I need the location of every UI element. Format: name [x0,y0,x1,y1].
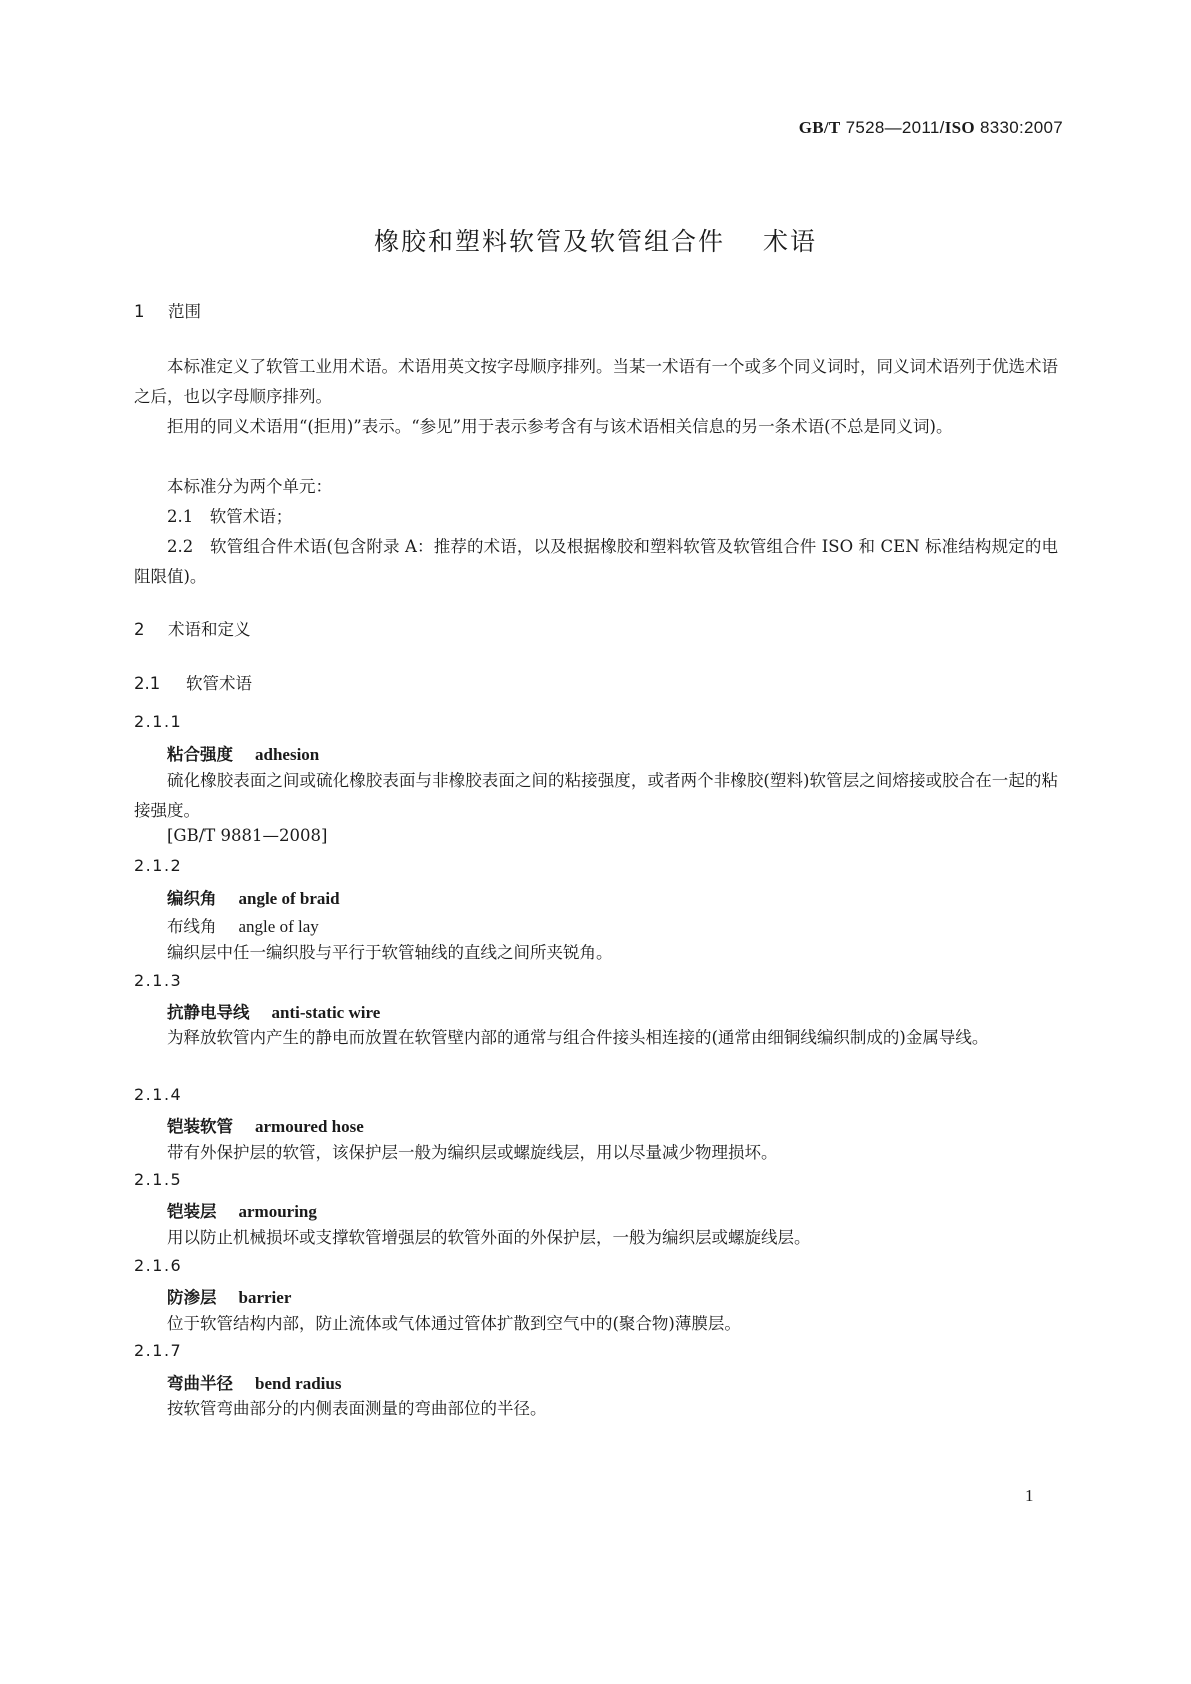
section-title: 术语和定义 [168,620,251,639]
term-definition: 位于软管结构内部，防止流体或气体通过管体扩散到空气中的(聚合物)薄膜层。 [167,1314,741,1333]
term-heading [167,741,319,765]
scope-paragraph-unit-1: 2.1 软管术语； [167,507,293,526]
term-reference: [GB/T 9881—2008] [167,826,328,845]
term-heading [167,885,340,909]
term-zh: 防渗层 [167,1288,217,1307]
term-en: barrier [238,1288,292,1307]
title-sub: 术语 [763,227,818,256]
term-zh: 弯曲半径 [167,1374,233,1393]
clause-number: 2.1.2 [134,856,183,875]
term-definition: 编织层中任一编织股与平行于软管轴线的直线之间所夹锐角。 [167,943,613,962]
term-definition: 为释放软管内产生的静电而放置在软管壁内部的通常与组合件接头相连接的(通常由细铜线编织制成的)金属导线。 [167,1028,989,1047]
section-1-heading [134,298,201,322]
term-zh: 粘合强度 [167,745,233,764]
synonym-en: angle of lay [238,917,319,936]
clause-number: 2.1.6 [134,1256,183,1275]
synonym-zh: 布线角 [167,917,217,936]
term-heading [167,1113,364,1137]
term-en: armoured hose [255,1117,364,1136]
document-code [799,118,1063,138]
term-synonym [167,913,319,937]
title-main: 橡胶和塑料软管及软管组合件 [373,227,725,256]
clause-number: 2.1.4 [134,1085,183,1104]
term-en: adhesion [255,745,320,764]
term-heading [167,1284,291,1308]
term-zh: 编织角 [167,889,217,908]
scope-paragraph-1: 本标准定义了软管工业用术语。术语用英文按字母顺序排列。当某一术语有一个或多个同义词时，同义词术语列于优选术语之后，也以字母顺序排列。 [134,357,1058,406]
scope-paragraph-2: 拒用的同义术语用“(拒用)”表示。“参见”用于表示参考含有与该术语相关信息的另一条术语(不总是同义词)。 [167,417,953,436]
page-title [0,222,1191,258]
term-en: armouring [238,1202,317,1221]
term-definition: 用以防止机械损坏或支撑软管增强层的软管外面的外保护层，一般为编织层或螺旋线层。 [167,1228,811,1247]
iso-prefix: ISO [944,118,975,137]
term-zh: 铠装软管 [167,1117,233,1136]
section-title: 范围 [168,302,201,321]
term-heading [167,1198,317,1222]
clause-number: 2.1.1 [134,712,183,731]
scope-paragraph-unit-2: 2.2 软管组合件术语(包含附录 A：推荐的术语，以及根据橡胶和塑料软管及软管组合件 ISO 和 CEN 标准结构规定的电阻限值)。 [134,537,1058,586]
section-number: 2.1 [134,674,161,693]
clause-number: 2.1.3 [134,971,183,990]
scope-paragraph-3: 本标准分为两个单元： [167,477,332,496]
iso-code: 8330:2007 [979,118,1063,137]
clause-number: 2.1.5 [134,1170,183,1189]
term-zh: 铠装层 [167,1202,217,1221]
term-definition: 硫化橡胶表面之间或硫化橡胶表面与非橡胶表面之间的粘接强度，或者两个非橡胶(塑料)软管层之间熔接或胶合在一起的粘接强度。 [134,771,1058,820]
standard-prefix: GB/T [798,118,841,137]
section-number: 1 [134,302,145,321]
term-en: anti-static wire [271,1003,381,1022]
term-heading [167,1370,341,1394]
term-en: bend radius [255,1374,342,1393]
term-en: angle of braid [238,889,340,908]
term-definition: 按软管弯曲部分的内侧表面测量的弯曲部位的半径。 [167,1399,547,1418]
section-2-heading [134,616,251,640]
term-heading [167,999,380,1023]
section-2-1-heading [134,670,252,694]
standard-code: 7528—2011/ [845,118,945,137]
clause-number: 2.1.7 [134,1341,183,1360]
section-number: 2 [134,620,145,639]
section-title: 软管术语 [186,674,252,693]
page-number: 1 [1025,1486,1034,1505]
term-definition: 带有外保护层的软管，该保护层一般为编织层或螺旋线层，用以尽量减少物理损坏。 [167,1143,778,1162]
term-zh: 抗静电导线 [167,1003,250,1022]
